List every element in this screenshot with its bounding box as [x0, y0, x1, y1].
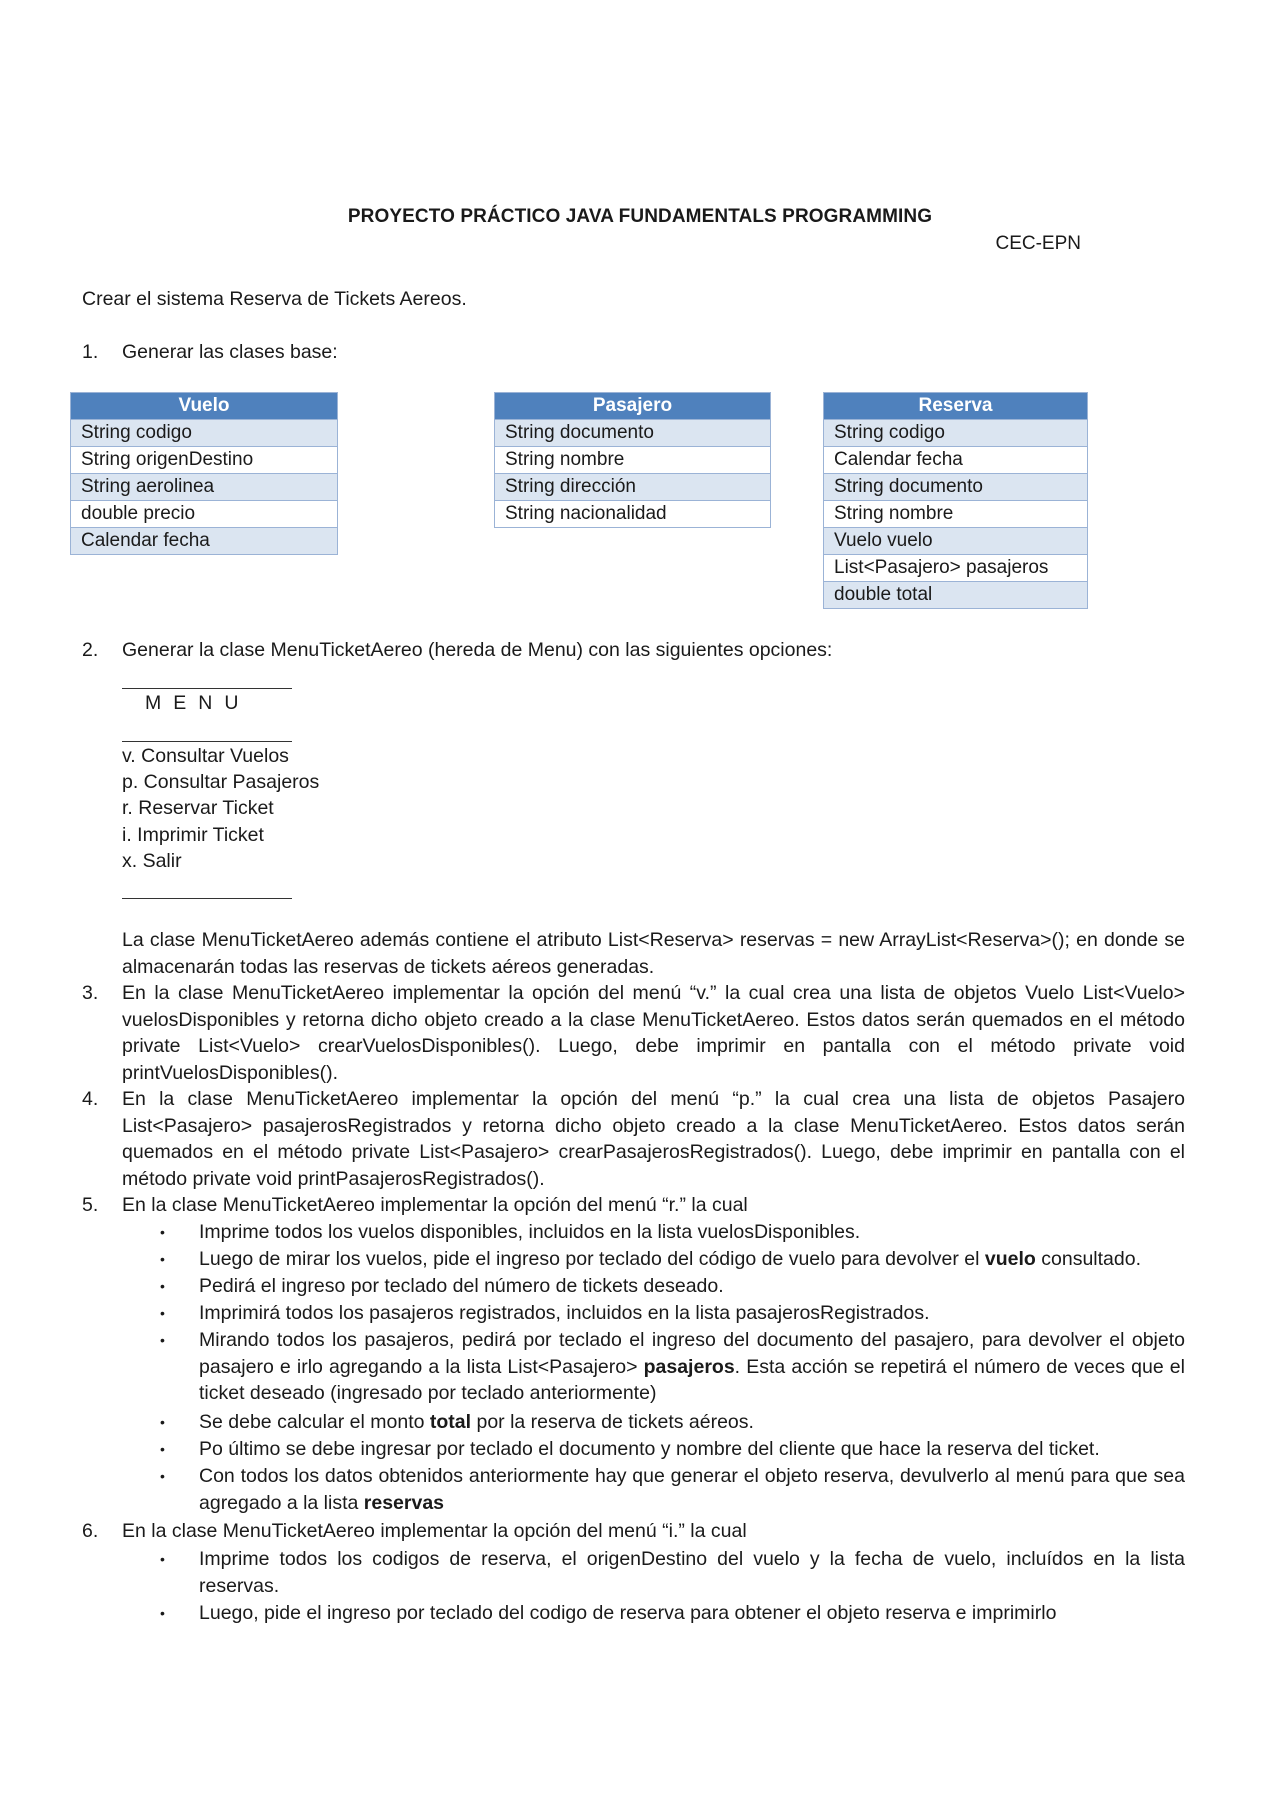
class-table-reserva	[823, 392, 1088, 609]
item-number: 3.	[82, 982, 99, 1004]
bullet-text: Imprimirá todos los pasajeros registrados, incluidos en la lista pasajerosRegistrados.	[199, 1302, 930, 1324]
table-row: String codigo	[71, 420, 337, 446]
bullet-text: Mirando todos los pasajeros, pedirá por teclado el ingreso del documento del pasajero, para devolver el objeto pasajero e irlo agregando a la lista List<Pasajero> pasajeros. Esta acción se repetirá el número de veces que el ticket deseado (ingresado por teclado anteriormente)	[199, 1329, 1185, 1404]
table-row: double total	[824, 581, 1087, 608]
table-row: String documento	[495, 420, 770, 446]
menu-option: r. Reservar Ticket	[122, 797, 274, 819]
item-text: Generar la clase MenuTicketAereo (hereda de Menu) con las siguientes opciones:	[122, 639, 833, 661]
document-title: PROYECTO PRÁCTICO JAVA FUNDAMENTALS PROGRAMMING	[347, 206, 933, 227]
menu-option: p. Consultar Pasajeros	[122, 771, 320, 793]
item-text: Generar las clases base:	[122, 341, 338, 363]
bullet-text: Pedirá el ingreso por teclado del número de tickets deseado.	[199, 1275, 724, 1297]
table-row: String documento	[824, 473, 1087, 500]
bullet-icon: •	[160, 1278, 165, 1294]
bullet-text: Luego de mirar los vuelos, pide el ingreso por teclado del código de vuelo para devolver el vuelo consultado.	[199, 1248, 1141, 1270]
table-row: double precio	[71, 500, 337, 527]
bullet-icon: •	[160, 1224, 165, 1240]
table-header: Pasajero	[495, 393, 770, 420]
bullet-icon: •	[160, 1605, 165, 1621]
table-row: Vuelo vuelo	[824, 527, 1087, 554]
bullet-text: Po último se debe ingresar por teclado el documento y nombre del cliente que hace la reserva del ticket.	[199, 1438, 1100, 1460]
table-row: String nombre	[824, 500, 1087, 527]
intro-text: Crear el sistema Reserva de Tickets Aereos.	[82, 288, 467, 310]
document-org: CEC-EPN	[995, 233, 1081, 254]
item-text: En la clase MenuTicketAereo implementar la opción del menú “p.” la cual crea una lista de objetos Pasajero List<Pasajero> pasajerosRegistrados y retorna dicho objeto creado a la clase MenuTicketAereo. Estos datos serán quemados en el método private List<Pasajero> crearPasajerosRegistrados(). Luego, debe imprimir en pantalla con el método private void printPasajerosRegistrados().	[122, 1088, 1185, 1190]
table-row: String nombre	[495, 446, 770, 473]
item-text: En la clase MenuTicketAereo implementar la opción del menú “v.” la cual crea una lista de objetos Vuelo List<Vuelo> vuelosDisponibles y retorna dicho objeto creado a la clase MenuTicketAereo. Estos datos serán quemados en el método private List<Vuelo> crearVuelosDisponibles(). Luego, debe imprimir en pantalla con el método private void printVuelosDisponibles().	[122, 982, 1185, 1084]
menu-divider	[122, 898, 292, 899]
table-row: String nacionalidad	[495, 500, 770, 527]
table-row: List<Pasajero> pasajeros	[824, 554, 1087, 581]
menu-option: v. Consultar Vuelos	[122, 745, 289, 767]
item-text: En la clase MenuTicketAereo implementar la opción del menú “i.” la cual	[122, 1520, 747, 1542]
item-text: En la clase MenuTicketAereo implementar la opción del menú “r.” la cual	[122, 1194, 748, 1216]
table-header: Reserva	[824, 393, 1087, 420]
menu-divider	[122, 741, 292, 742]
menu-option: i. Imprimir Ticket	[122, 824, 264, 846]
table-row: Calendar fecha	[71, 527, 337, 554]
class-table-pasajero	[494, 392, 771, 528]
bullet-text: Se debe calcular el monto total por la reserva de tickets aéreos.	[199, 1411, 754, 1433]
item-number: 2.	[82, 639, 99, 661]
bullet-icon: •	[160, 1441, 165, 1457]
bullet-icon: •	[160, 1468, 165, 1484]
bullet-icon: •	[160, 1414, 165, 1430]
bullet-icon: •	[160, 1251, 165, 1267]
bullet-text: Con todos los datos obtenidos anteriormente hay que generar el objeto reserva, devulverlo al menú para que sea agregado a la lista reservas	[199, 1465, 1185, 1514]
bullet-text: Luego, pide el ingreso por teclado del codigo de reserva para obtener el objeto reserva e imprimirlo	[199, 1602, 1057, 1624]
menu-divider	[122, 688, 292, 689]
item-number: 5.	[82, 1194, 99, 1216]
bullet-text: Imprime todos los codigos de reserva, el origenDestino del vuelo y la fecha de vuelo, incluídos en la lista reservas.	[199, 1548, 1185, 1597]
menu-option: x. Salir	[122, 850, 182, 872]
bullet-icon: •	[160, 1551, 165, 1567]
table-header: Vuelo	[71, 393, 337, 420]
table-row: String origenDestino	[71, 446, 337, 473]
table-row: Calendar fecha	[824, 446, 1087, 473]
menu-title: MENU	[145, 692, 251, 714]
item-number: 6.	[82, 1520, 99, 1542]
bullet-icon: •	[160, 1332, 165, 1348]
item-number: 1.	[82, 341, 99, 363]
class-table-vuelo	[70, 392, 338, 555]
bullet-text: Imprime todos los vuelos disponibles, incluidos en la lista vuelosDisponibles.	[199, 1221, 861, 1243]
item-number: 4.	[82, 1088, 99, 1110]
table-row: String codigo	[824, 420, 1087, 446]
table-row: String aerolinea	[71, 473, 337, 500]
bullet-icon: •	[160, 1305, 165, 1321]
menu-note: La clase MenuTicketAereo además contiene el atributo List<Reserva> reservas = new ArrayList<Reserva>(); en donde se almacenarán todas las reservas de tickets aéreos generadas.	[122, 929, 1185, 978]
table-row: String dirección	[495, 473, 770, 500]
